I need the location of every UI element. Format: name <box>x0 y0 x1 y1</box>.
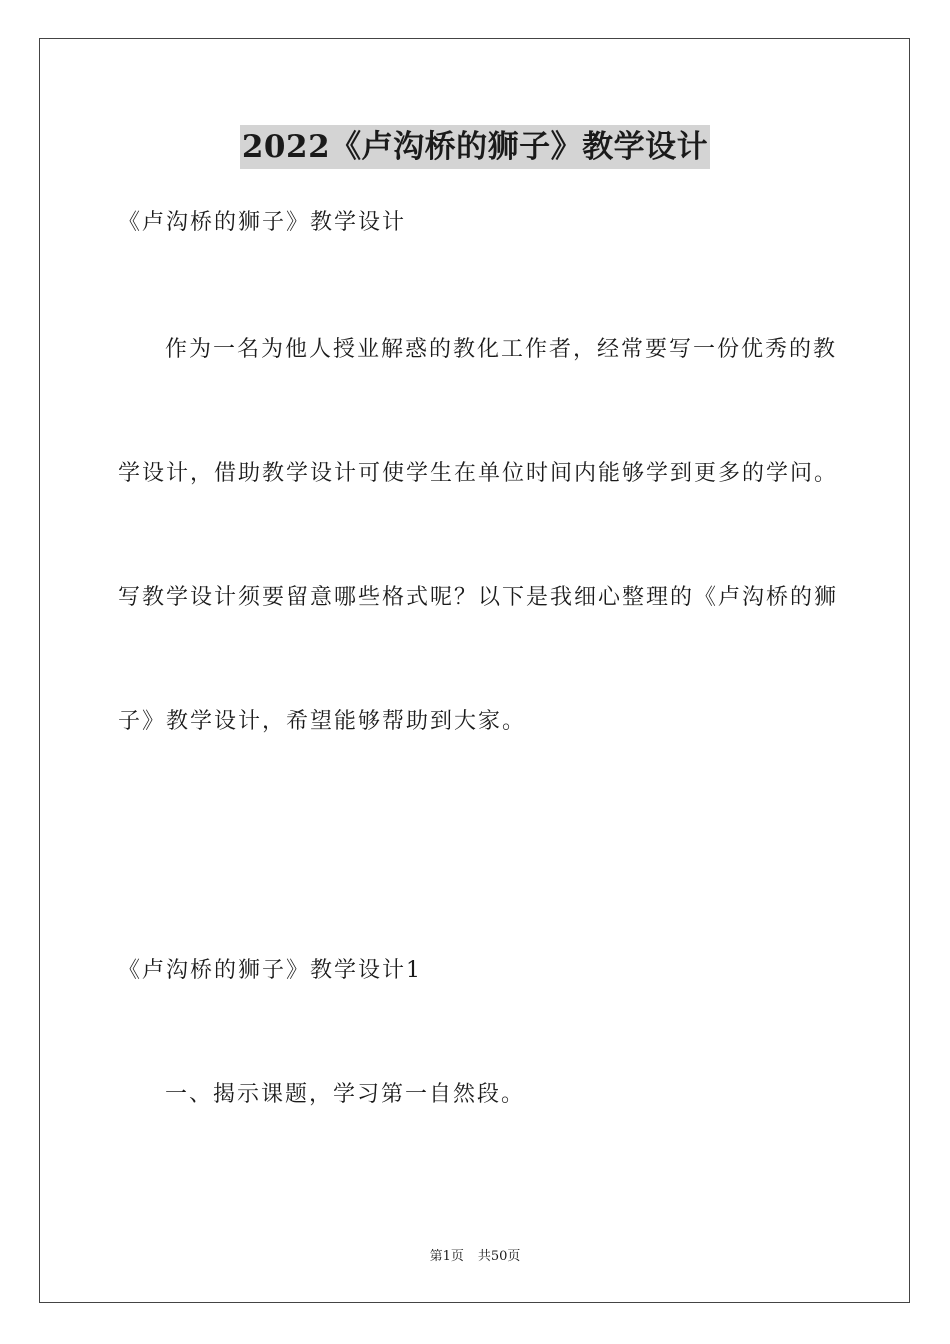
page-total: 共50页 <box>477 1249 521 1264</box>
page-footer <box>0 1248 950 1266</box>
document-subtitle: 《卢沟桥的狮子》教学设计 <box>118 210 407 235</box>
intro-line-2: 学设计，借助教学设计可使学生在单位时间内能够学到更多的学问。 <box>118 461 839 486</box>
title-container <box>0 125 950 169</box>
page-number: 第1页 <box>429 1249 464 1264</box>
section-first-line: 一、揭示课题，学习第一自然段。 <box>165 1082 526 1107</box>
intro-line-4: 子》教学设计，希望能够帮助到大家。 <box>118 709 527 734</box>
intro-line-1: 作为一名为他人授业解惑的教化工作者，经常要写一份优秀的教 <box>165 337 838 362</box>
intro-line-3: 写教学设计须要留意哪些格式呢？以下是我细心整理的《卢沟桥的狮 <box>118 585 839 610</box>
document-title: 2022《卢沟桥的狮子》教学设计 <box>240 125 710 169</box>
section-heading: 《卢沟桥的狮子》教学设计1 <box>118 958 422 983</box>
